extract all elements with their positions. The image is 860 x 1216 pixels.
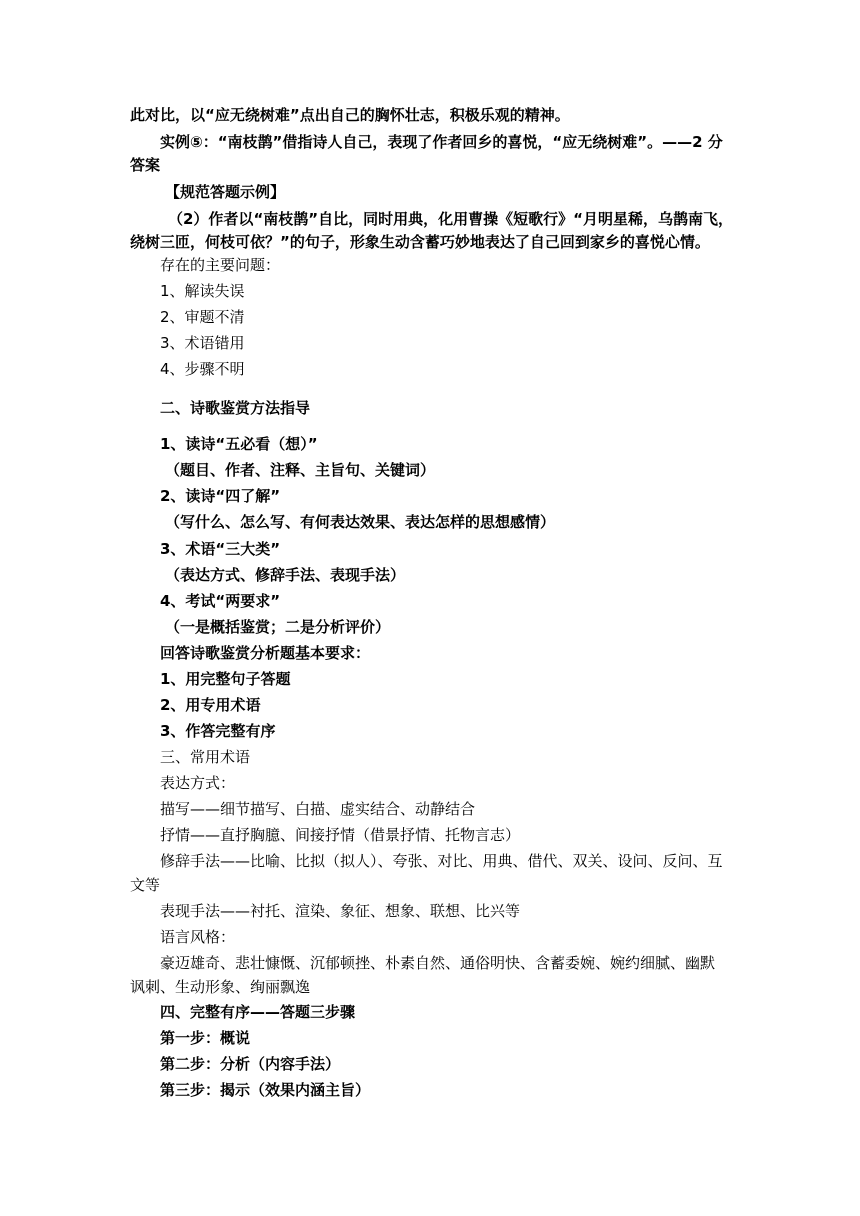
list-item: 3、作答完整有序	[160, 722, 276, 740]
list-item: 第三步：揭示（效果内涵主旨）	[160, 1081, 371, 1099]
list-item: 4、考试“两要求”	[160, 592, 281, 610]
text-line: 豪迈雄奇、悲壮慷慨、沉郁顿挫、朴素自然、通俗明快、含蓄委婉、婉约细腻、幽默	[160, 954, 716, 972]
text-line: 此对比，以“应无绕树难”点出自己的胸怀壮志，积极乐观的精神。	[130, 106, 570, 124]
list-item: 3、术语“三大类”	[160, 540, 281, 558]
list-item: 1、用完整句子答题	[160, 670, 291, 688]
text-line: 存在的主要问题：	[160, 256, 281, 274]
list-item: 4、步骤不明	[160, 360, 245, 378]
list-item: 1、解读失误	[160, 282, 245, 300]
section-heading: 三、常用术语	[160, 748, 251, 766]
text-line: （2）作者以“南枝鹊”自比，同时用典，化用曹操《短歌行》“月明星稀，乌鹊南飞，	[168, 210, 734, 228]
text-line: （一是概括鉴赏；二是分析评价）	[165, 618, 391, 636]
list-item: 第一步：概说	[160, 1029, 251, 1047]
text-line: 讽刺、生动形象、绚丽飘逸	[130, 978, 311, 996]
text-line: （表达方式、修辞手法、表现手法）	[165, 566, 406, 584]
list-item: 第二步：分析（内容手法）	[160, 1055, 341, 1073]
list-item: 2、审题不清	[160, 308, 245, 326]
list-item: 2、用专用术语	[160, 696, 261, 714]
text-line: 实例⑤：“南枝鹊”借指诗人自己，表现了作者回乡的喜悦，“应无绕树难”。——2 分	[160, 133, 723, 151]
text-line: 绕树三匝，何枝可依？”的句子，形象生动含蓄巧妙地表达了自己回到家乡的喜悦心情。	[130, 233, 710, 251]
list-item: 3、术语错用	[160, 334, 245, 352]
text-line: （题目、作者、注释、主旨句、关键词）	[165, 461, 436, 479]
text-line: 答案	[130, 156, 161, 174]
section-heading: 四、完整有序——答题三步骤	[160, 1003, 356, 1021]
text-line: 文等	[130, 876, 161, 894]
text-line: （写什么、怎么写、有何表达效果、表达怎样的思想感情）	[165, 513, 556, 531]
text-line: 表达方式：	[160, 774, 236, 792]
text-line: 抒情——直抒胸臆、间接抒情（借景抒情、托物言志）	[160, 826, 521, 844]
list-item: 1、读诗“五必看（想）”	[160, 435, 318, 453]
text-line: 描写——细节描写、白描、虚实结合、动静结合	[160, 800, 476, 818]
text-line: 语言风格：	[160, 928, 236, 946]
text-line: 修辞手法——比喻、比拟（拟人）、夸张、对比、用典、借代、双关、设问、反问、互	[160, 852, 723, 870]
text-line: 表现手法——衬托、渲染、象征、想象、联想、比兴等	[160, 902, 521, 920]
section-heading: 【规范答题示例】	[165, 183, 286, 201]
section-heading: 二、诗歌鉴赏方法指导	[160, 399, 311, 417]
text-line: 回答诗歌鉴赏分析题基本要求：	[160, 644, 371, 662]
list-item: 2、读诗“四了解”	[160, 487, 281, 505]
